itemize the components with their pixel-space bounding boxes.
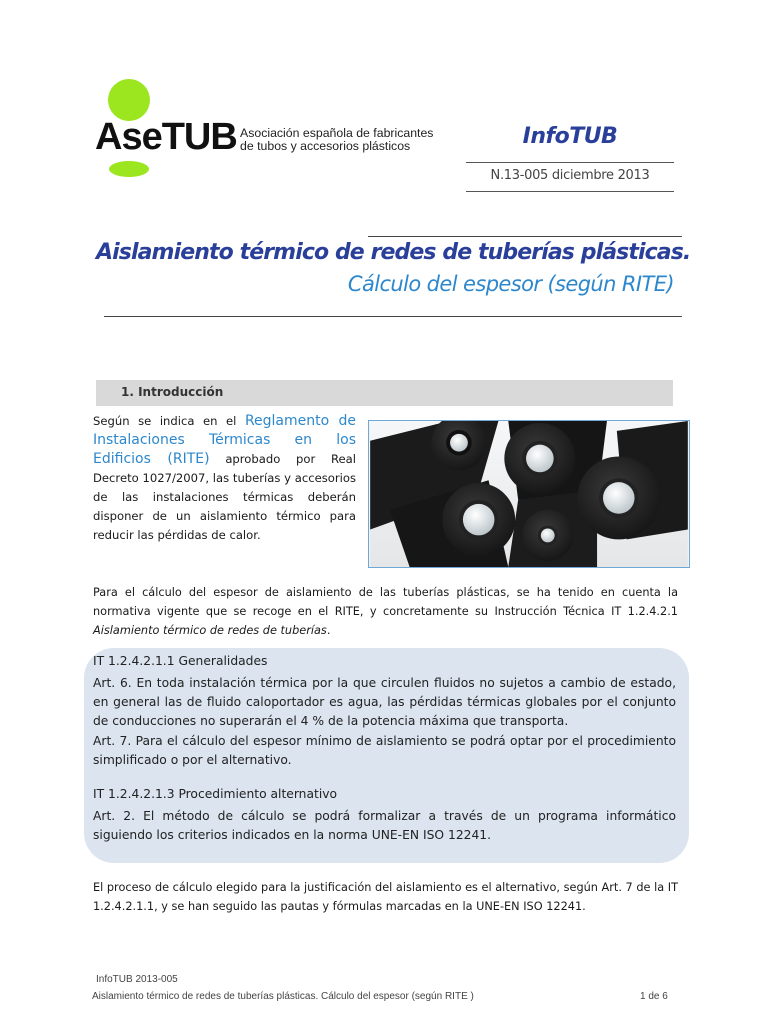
rite-paragraph-text: Para el cálculo del espesor de aislamiento de las tuberías plásticas, se ha tenido en cuenta la normativa vigente que se recoge en el RITE, y concretamente su Instrucción Técnica IT 1.2.4.2.1 (93, 586, 678, 618)
intro-paragraph (93, 412, 356, 545)
quote-heading-generalidades: IT 1.2.4.2.1.1 Generalidades (93, 654, 268, 668)
section-heading-bar (96, 380, 673, 406)
org-description (240, 127, 433, 153)
rite-paragraph (93, 583, 678, 640)
rite-paragraph-end: . (326, 624, 331, 637)
quote-heading-alternativo: IT 1.2.4.2.1.3 Procedimiento alternativo (93, 787, 338, 801)
divider (104, 316, 682, 317)
quote-art-2: Art. 2. El método de cálculo se podrá formalizar a través de un programa informático siguiendo los criterios indicados en la norma UNE-EN ISO 12241. (93, 809, 676, 842)
intro-prefix: Según se indica en el (93, 414, 237, 428)
page-subtitle: Cálculo del espesor (según RITE) (347, 272, 674, 296)
insulation-pipes-photo (368, 420, 690, 568)
publication-name: InfoTUB (522, 124, 618, 149)
conclusion-paragraph: El proceso de cálculo elegido para la justificación del aislamiento es el alternativo, según Art. 7 de la IT 1.2.4.2.1.1, y se han seguido las pautas y fórmulas marcadas en la UNE-EN ISO 12241. (93, 881, 678, 913)
rite-link[interactable]: Reglamento de Instalaciones Térmicas en los Edificios (RITE) (93, 413, 356, 467)
footer-reference: InfoTUB 2013-005 (96, 974, 178, 985)
org-line-1: Asociación española de fabricantes (240, 126, 434, 140)
section-heading: 1. Introducción (121, 385, 224, 399)
divider (466, 162, 674, 163)
page-title: Aislamiento térmico de redes de tuberías plásticas. (96, 240, 691, 265)
rite-paragraph-italic: Aislamiento térmico de redes de tuberías (93, 624, 327, 637)
quote-art-6: Art. 6. En toda instalación térmica por la que circulen fluidos no sujetos a cambio de estado, en general las de fluido caloportador es agua, las pérdidas térmicas globales por el conjunto de conducciones no superarán el 4 % de la potencia máxima que transporta. (93, 676, 676, 728)
quote-art-7: Art. 7. Para el cálculo del espesor mínimo de aislamiento se podrá optar por el procedimiento simplificado o por el alternativo. (93, 734, 676, 767)
logo-wordmark: AseTUB (95, 116, 237, 158)
org-line-2: de tubos y accesorios plásticos (240, 139, 411, 153)
divider (368, 236, 682, 237)
footer-title: Aislamiento térmico de redes de tuberías plásticas. Cálculo del espesor (según RITE ) (92, 991, 474, 1002)
divider (466, 191, 674, 192)
issue-number: N.13-005 diciembre 2013 (490, 168, 650, 183)
intro-suffix: aprobado por Real Decreto 1027/2007, las tuberías y accesorios de las instalaciones térmicas deberán disponer de un aislamiento térmico para reducir las pérdidas de calor. (93, 452, 357, 542)
page-number: 1 de 6 (640, 991, 668, 1002)
